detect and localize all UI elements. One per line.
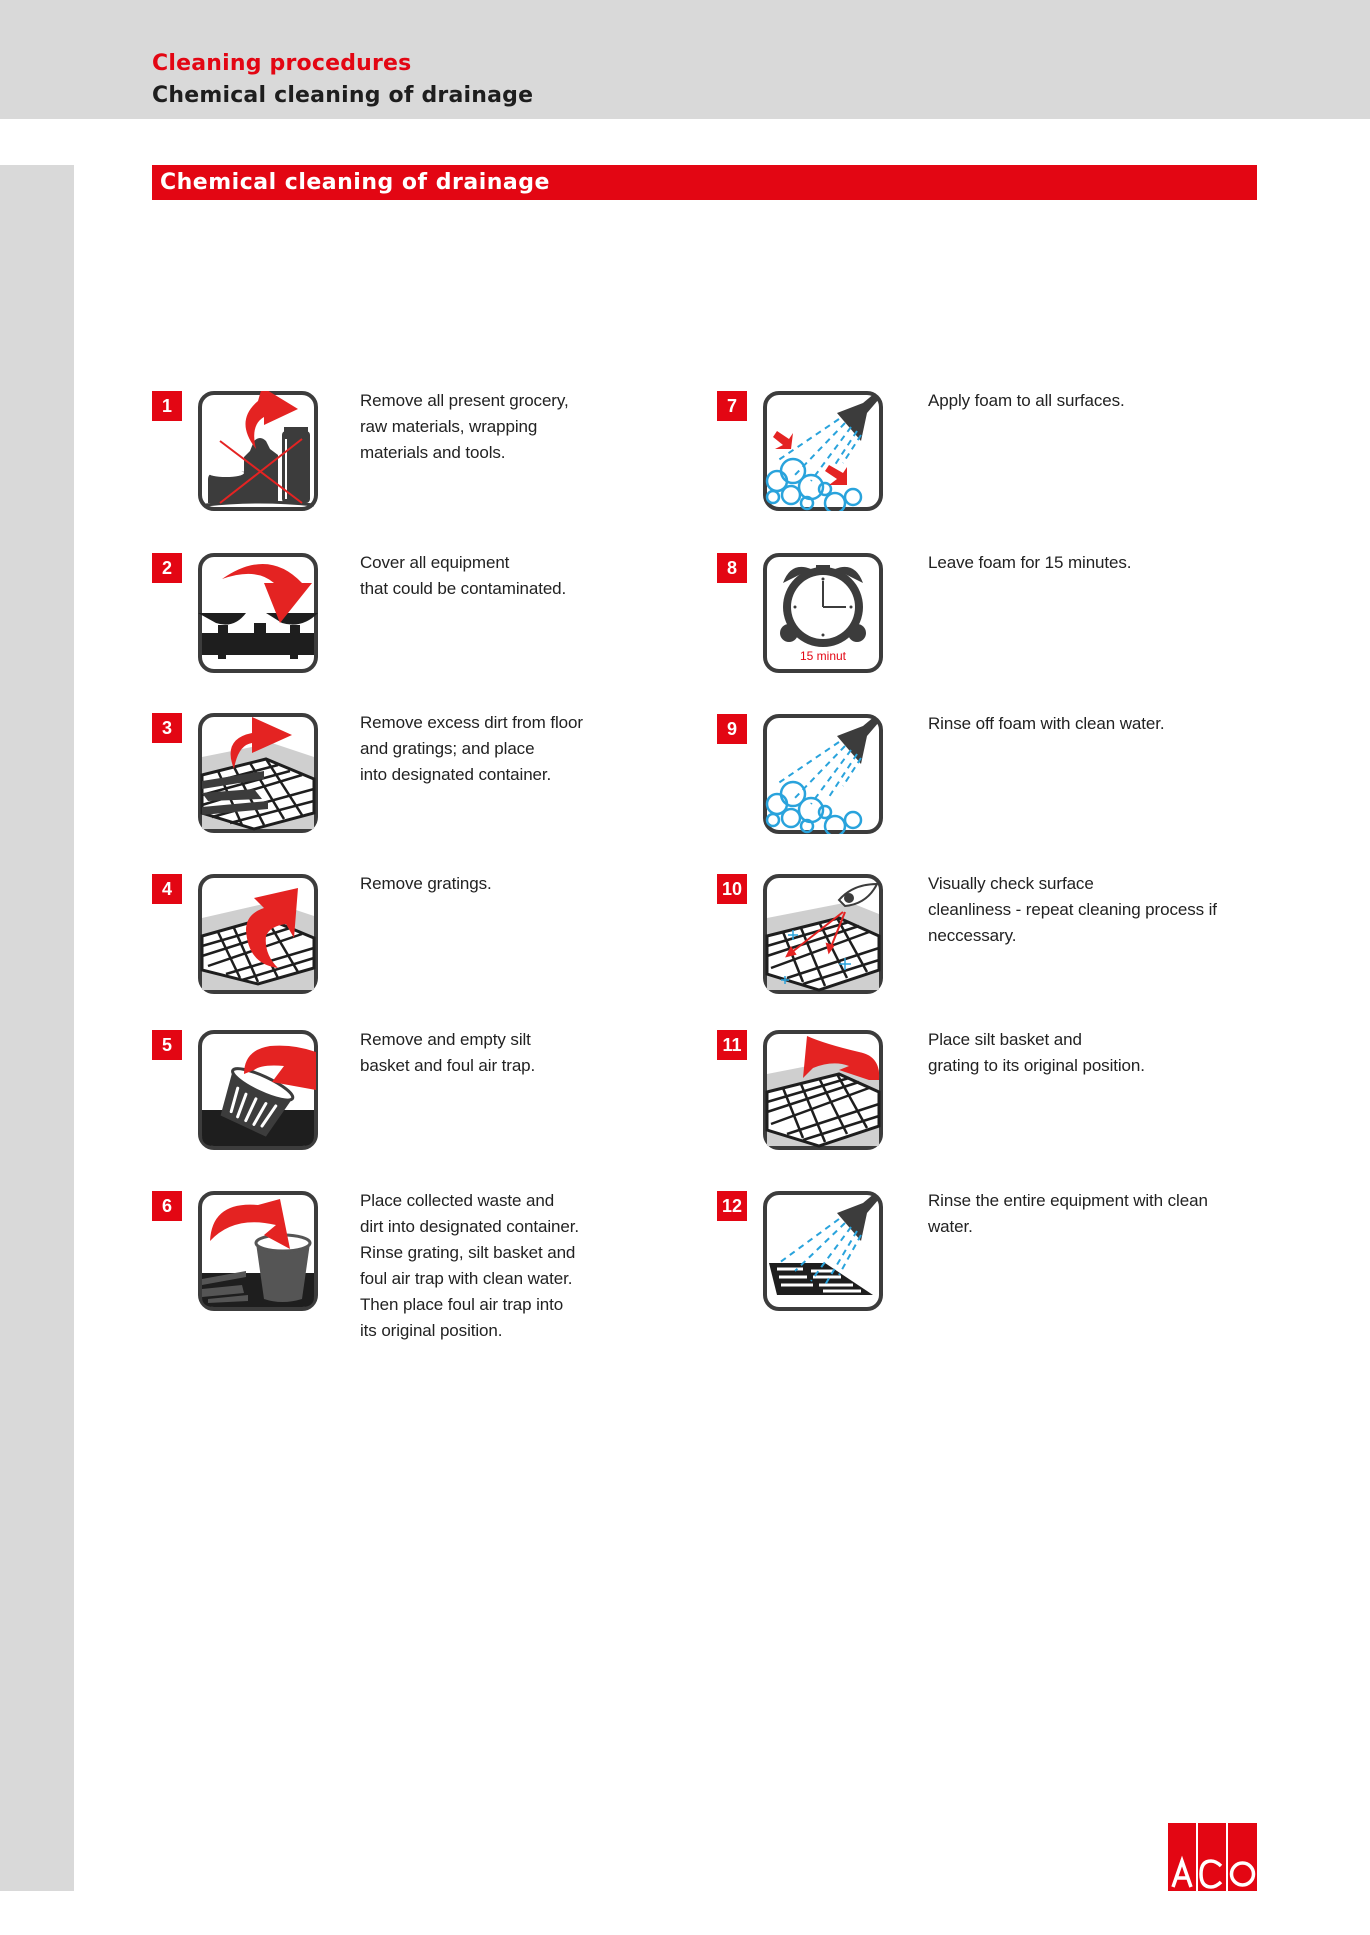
section-title: Chemical cleaning of drainage (160, 170, 550, 195)
remove-groceries-icon (198, 391, 318, 511)
apply-foam-icon (763, 391, 883, 511)
rinse-equipment-icon (763, 1191, 883, 1311)
step-description: Remove all present grocery, raw materials, wrapping materials and tools. (360, 391, 569, 462)
step-description: Remove excess dirt from floor and gratings; and place into designated container. (360, 713, 583, 784)
step-description: Rinse the entire equipment with clean water. (928, 1191, 1208, 1236)
step-number: 2 (152, 553, 182, 583)
step-description: Remove gratings. (360, 874, 492, 893)
remove-dirt-icon (198, 713, 318, 833)
visual-check-icon (763, 874, 883, 994)
step-number: 9 (717, 714, 747, 744)
section-bar (152, 165, 1257, 200)
header-subtitle: Chemical cleaning of drainage (152, 83, 534, 108)
step-description: Visually check surface cleanliness - repeat cleaning process if neccessary. (928, 874, 1217, 945)
step-number: 11 (717, 1030, 747, 1060)
cover-equipment-icon (198, 553, 318, 673)
replace-grating-icon (763, 1030, 883, 1150)
step-number: 3 (152, 713, 182, 743)
step-description: Leave foam for 15 minutes. (928, 553, 1132, 572)
waste-container-icon (198, 1191, 318, 1311)
side-strip (0, 165, 74, 1891)
step-number: 6 (152, 1191, 182, 1221)
step-number: 1 (152, 391, 182, 421)
step-description: Rinse off foam with clean water. (928, 714, 1165, 733)
step-number: 8 (717, 553, 747, 583)
header-title: Cleaning procedures (152, 51, 412, 76)
step-description: Cover all equipment that could be contaminated. (360, 553, 567, 598)
remove-grating-icon (198, 874, 318, 994)
step-description: Remove and empty silt basket and foul air trap. (360, 1030, 536, 1075)
alarm-clock-icon (763, 553, 883, 673)
clock-label: 15 minut (799, 649, 847, 663)
step-number: 4 (152, 874, 182, 904)
step-description: Place collected waste and dirt into designated container. Rinse grating, silt basket and foul air trap with clean water. Then place foul air trap into its original position. (360, 1191, 579, 1340)
step-description: Apply foam to all surfaces. (928, 391, 1125, 410)
step-number: 7 (717, 391, 747, 421)
step-number: 10 (717, 874, 747, 904)
header-band (0, 0, 1370, 119)
step-number: 5 (152, 1030, 182, 1060)
empty-silt-basket-icon (198, 1030, 318, 1150)
rinse-foam-icon (763, 714, 883, 834)
aco-logo (1168, 1823, 1257, 1891)
step-description: Place silt basket and grating to its original position. (928, 1030, 1145, 1075)
step-number: 12 (717, 1191, 747, 1221)
